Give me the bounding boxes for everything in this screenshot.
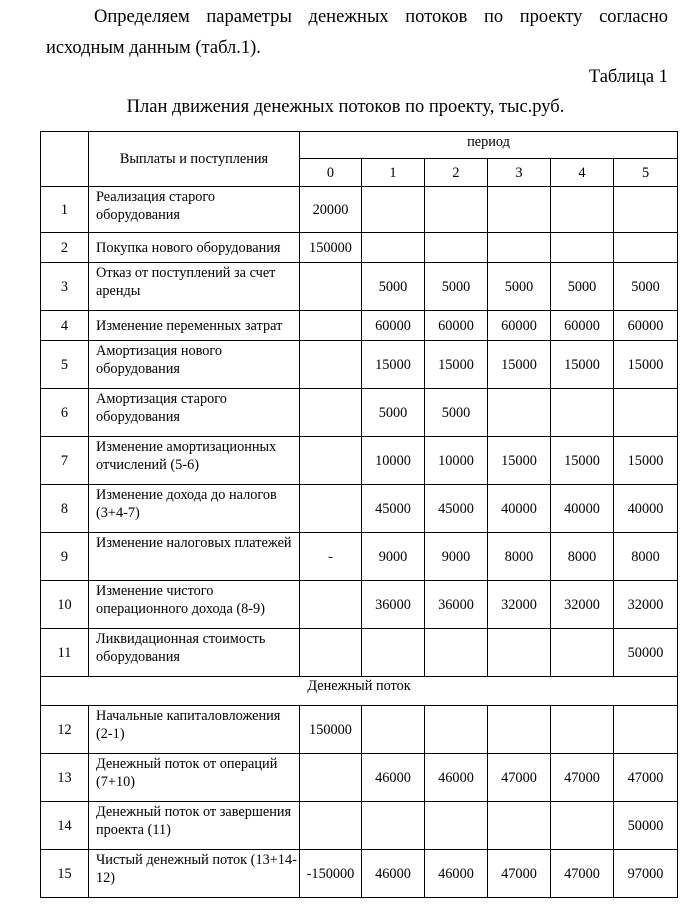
value-cell-period-2 (425, 233, 488, 263)
table-row (41, 263, 678, 311)
intro-line-2: исходным данным (табл.1). (46, 38, 261, 58)
value-cell-period-3 (488, 187, 551, 233)
period-header-1: 1 (362, 159, 425, 187)
value-cell-period-0 (300, 263, 362, 311)
value-cell-period-3: 47000 (488, 850, 551, 898)
row-label: Изменение налоговых платежей (89, 533, 300, 581)
value-cell-period-0: - (300, 533, 362, 581)
value-cell-period-2: 36000 (425, 581, 488, 629)
row-number: 6 (41, 389, 89, 437)
row-number: 3 (41, 263, 89, 311)
value-cell-period-2: 10000 (425, 437, 488, 485)
table-row (41, 233, 678, 263)
value-cell-period-5: 8000 (614, 533, 678, 581)
value-cell-period-1 (362, 187, 425, 233)
row-label: Начальные капиталовложения (2-1) (89, 706, 300, 754)
value-cell-period-0 (300, 437, 362, 485)
value-cell-period-2 (425, 706, 488, 754)
value-cell-period-0 (300, 389, 362, 437)
table-label: Таблица 1 (588, 67, 668, 87)
value-cell-period-3: 15000 (488, 341, 551, 389)
value-cell-period-1: 60000 (362, 311, 425, 341)
value-cell-period-4 (551, 802, 614, 850)
value-cell-period-2 (425, 187, 488, 233)
row-number: 4 (41, 311, 89, 341)
table-row (41, 533, 678, 581)
period-header-0: 0 (300, 159, 362, 187)
table-title: План движения денежных потоков по проекту, тыс.руб. (126, 97, 565, 117)
row-label: Изменение переменных затрат (89, 311, 300, 341)
row-number: 8 (41, 485, 89, 533)
value-cell-period-2: 5000 (425, 263, 488, 311)
row-number: 13 (41, 754, 89, 802)
row-label: Отказ от поступлений за счет аренды (89, 263, 300, 311)
value-cell-period-4 (551, 233, 614, 263)
value-cell-period-4: 32000 (551, 581, 614, 629)
value-cell-period-1: 15000 (362, 341, 425, 389)
value-cell-period-0: 150000 (300, 233, 362, 263)
value-cell-period-4: 60000 (551, 311, 614, 341)
row-number: 10 (41, 581, 89, 629)
table-row (41, 754, 678, 802)
row-label: Изменение амортизационных отчислений (5-6) (89, 437, 300, 485)
value-cell-period-2: 9000 (425, 533, 488, 581)
value-cell-period-3: 47000 (488, 754, 551, 802)
table-row (41, 850, 678, 898)
value-cell-period-1: 45000 (362, 485, 425, 533)
value-cell-period-0 (300, 754, 362, 802)
value-cell-period-3: 5000 (488, 263, 551, 311)
section-header-cash-flow: Денежный поток (41, 677, 678, 706)
value-cell-period-4: 47000 (551, 754, 614, 802)
value-cell-period-4: 40000 (551, 485, 614, 533)
row-number: 14 (41, 802, 89, 850)
value-cell-period-4: 15000 (551, 341, 614, 389)
value-cell-period-1: 36000 (362, 581, 425, 629)
value-cell-period-3: 60000 (488, 311, 551, 341)
table-row (41, 802, 678, 850)
value-cell-period-1 (362, 706, 425, 754)
table-row (41, 311, 678, 341)
value-cell-period-5: 15000 (614, 437, 678, 485)
row-label: Изменение дохода до налогов (3+4-7) (89, 485, 300, 533)
table-row (41, 389, 678, 437)
value-cell-period-5 (614, 233, 678, 263)
row-label: Изменение чистого операционного дохода (8-9) (89, 581, 300, 629)
value-cell-period-3: 32000 (488, 581, 551, 629)
table-row (41, 187, 678, 233)
value-cell-period-0: -150000 (300, 850, 362, 898)
value-cell-period-0 (300, 341, 362, 389)
value-cell-period-0 (300, 629, 362, 677)
value-cell-period-5: 15000 (614, 341, 678, 389)
value-cell-period-1: 46000 (362, 754, 425, 802)
row-label: Покупка нового оборудования (89, 233, 300, 263)
value-cell-period-5 (614, 187, 678, 233)
value-cell-period-3 (488, 802, 551, 850)
period-header-4: 4 (551, 159, 614, 187)
value-cell-period-5: 50000 (614, 629, 678, 677)
table-row (41, 581, 678, 629)
value-cell-period-0: 20000 (300, 187, 362, 233)
value-cell-period-1: 5000 (362, 263, 425, 311)
row-label: Денежный поток от завершения проекта (11) (89, 802, 300, 850)
row-label: Амортизация старого оборудования (89, 389, 300, 437)
row-number: 15 (41, 850, 89, 898)
value-cell-period-4: 15000 (551, 437, 614, 485)
value-cell-period-4 (551, 187, 614, 233)
row-number: 2 (41, 233, 89, 263)
value-cell-period-4 (551, 389, 614, 437)
value-cell-period-3: 8000 (488, 533, 551, 581)
row-number: 9 (41, 533, 89, 581)
value-cell-period-0 (300, 485, 362, 533)
row-label: Ликвидационная стоимость оборудования (89, 629, 300, 677)
value-cell-period-5: 32000 (614, 581, 678, 629)
value-cell-period-2 (425, 629, 488, 677)
value-cell-period-5: 50000 (614, 802, 678, 850)
table-row (41, 437, 678, 485)
value-cell-period-1: 5000 (362, 389, 425, 437)
value-cell-period-0 (300, 802, 362, 850)
row-number: 7 (41, 437, 89, 485)
value-cell-period-2: 15000 (425, 341, 488, 389)
row-number: 11 (41, 629, 89, 677)
value-cell-period-0 (300, 311, 362, 341)
value-cell-period-1: 46000 (362, 850, 425, 898)
value-cell-period-1 (362, 629, 425, 677)
value-cell-period-3: 15000 (488, 437, 551, 485)
value-cell-period-1: 9000 (362, 533, 425, 581)
table-row (41, 341, 678, 389)
value-cell-period-3 (488, 233, 551, 263)
header-label-cell: Выплаты и поступления (89, 132, 300, 187)
value-cell-period-3 (488, 706, 551, 754)
value-cell-period-2: 5000 (425, 389, 488, 437)
value-cell-period-5: 5000 (614, 263, 678, 311)
row-label: Амортизация нового оборудования (89, 341, 300, 389)
value-cell-period-4: 5000 (551, 263, 614, 311)
row-number: 12 (41, 706, 89, 754)
row-label: Чистый денежный поток (13+14-12) (89, 850, 300, 898)
value-cell-period-4 (551, 629, 614, 677)
row-number: 1 (41, 187, 89, 233)
header-period-cell: период (300, 132, 678, 159)
value-cell-period-5: 47000 (614, 754, 678, 802)
header-number-cell (41, 132, 89, 187)
value-cell-period-2: 46000 (425, 850, 488, 898)
value-cell-period-0 (300, 581, 362, 629)
period-header-2: 2 (425, 159, 488, 187)
row-label: Реализация старого оборудования (89, 187, 300, 233)
value-cell-period-5 (614, 389, 678, 437)
table-row (41, 629, 678, 677)
table-row (41, 485, 678, 533)
value-cell-period-2 (425, 802, 488, 850)
intro-paragraph (46, 2, 668, 64)
period-header-3: 3 (488, 159, 551, 187)
value-cell-period-5: 97000 (614, 850, 678, 898)
value-cell-period-4: 47000 (551, 850, 614, 898)
value-cell-period-5: 40000 (614, 485, 678, 533)
value-cell-period-1 (362, 233, 425, 263)
value-cell-period-3 (488, 389, 551, 437)
row-number: 5 (41, 341, 89, 389)
value-cell-period-1: 10000 (362, 437, 425, 485)
value-cell-period-4: 8000 (551, 533, 614, 581)
cash-flow-table (40, 131, 678, 898)
value-cell-period-0: 150000 (300, 706, 362, 754)
table-row (41, 706, 678, 754)
value-cell-period-5: 60000 (614, 311, 678, 341)
value-cell-period-3 (488, 629, 551, 677)
value-cell-period-4 (551, 706, 614, 754)
intro-line-1: Определяем параметры денежных потоков по проекту согласно (94, 7, 668, 27)
value-cell-period-3: 40000 (488, 485, 551, 533)
period-header-5: 5 (614, 159, 678, 187)
value-cell-period-2: 46000 (425, 754, 488, 802)
value-cell-period-2: 60000 (425, 311, 488, 341)
value-cell-period-5 (614, 706, 678, 754)
value-cell-period-1 (362, 802, 425, 850)
row-label: Денежный поток от операций (7+10) (89, 754, 300, 802)
value-cell-period-2: 45000 (425, 485, 488, 533)
